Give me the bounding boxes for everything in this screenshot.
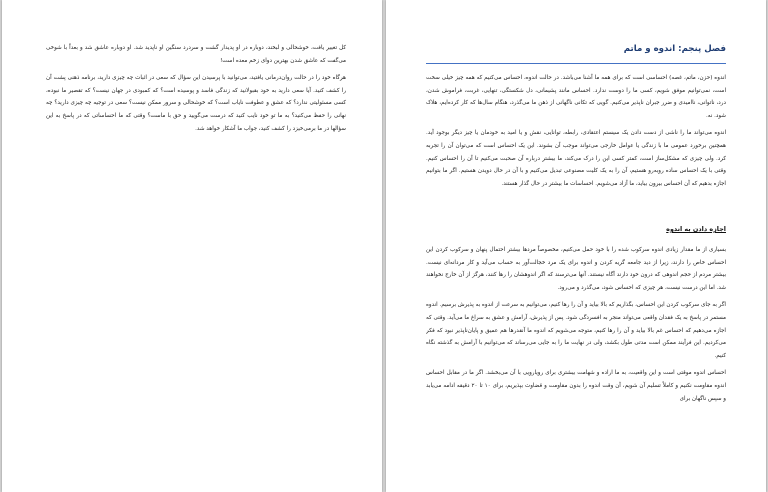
- document-page-left: [2, 0, 382, 492]
- paragraph: احساس اندوه موقتی است و این واقعیت، به ما اراده و شهامت بیشتری برای رویارویی با آن می‌بخشد. اگر ما در مقابل احساس اندوه مقاومت نکنیم و کاملاً تسلیم آن شویم، آن وقت اندوه را بدون مقاومت و قضاوت بپذیریم، برای ۱۰ تا ۲۰ دقیقه ادامه می‌یابد و سپس ناگهان برای: [426, 370, 726, 402]
- paragraph: اندوه می‌تواند ما را ناشی از دست دادن یک سیستم اعتقادی، رابطه، توانایی، نقش و یا امید به خودمان یا چیز دیگر بوجود آید. همچنین برخورد عمومی ما با زندگی یا عوامل خارجی می‌تواند موجب آن بشوند. این یک احساس است که می‌توان آن را تجربه کرد. ولی چیزی که مشکل‌ساز است، کمتر کسی این را درک می‌کند، ما بیشتر درباره آن صحبت می‌کنیم تا آن را احساس کنیم. وقتی با یک احساس ساده روبه‌رو هستیم، آن را به یک کلیت مصنوعی تبدیل می‌کنیم و با آن در حال دویدن هستیم. اگر ما بتوانیم اجازه بدهیم که آن احساس بیرون بیاید، ما آزاد می‌شویم. احساسات ما بیشتر در حال گذار هستند.: [426, 130, 726, 187]
- paragraph: اندوه (حزن، ماتم، غصه) احساسی است که برای همه ما آشنا می‌باشد. در حالت اندوه، احساس می‌کنیم که همه چیز خیلی سخت است، نمی‌توانیم موفق شویم، کسی ما را دوست ندارد. احساس مانند پشیمانی، دل شکستگی، تنهایی، غربت، فراموش شدن، درد، ناتوانی، ناامیدی و ضرر جبران ناپذیر می‌کنیم. گویی که تکانی ناگهانی از ذهن ما می‌گذرد، هنگام سال‌ها که کار کرده‌ایم، هلاک شود. نه.: [426, 75, 726, 119]
- title-underline: [426, 63, 726, 64]
- section-body-text: [426, 244, 726, 486]
- paragraph: بسیاری از ما مقدار زیادی اندوه سرکوب شده را با خود حمل می‌کنیم، مخصوصاً مردها بیشتر احتمال پنهان و سرکوب کردن این احساس خاص را دارند، زیرا از دید جامعه گریه کردن و اندوه برای یک مرد خجالت‌آور به حساب می‌آید و کار مردانه‌ای نیست. بیشتر مردم از حجم اندوهی که درون خود دارند آگاه نیستند. آنها می‌ترسند که اگر اندوهشان را رها کنند، هرگز از آن خارج نخواهند شد. اما این درست نیست، هر چیزی که احساس شود، می‌گذرد و می‌رود.: [426, 247, 726, 291]
- paragraph: کل تغییر یافت، خوشحالی و لبخند، دوباره در او پدیدار گشت و سردرد سنگین او ناپدید شد. او دوباره عاشق شد و بعداً با شوخی می‌گفت که عاشق شدن بهترین دوای زخم معده است!: [46, 45, 346, 64]
- left-page-body: [46, 42, 346, 140]
- section-heading: اجازه دادن به اندوه: [666, 225, 726, 233]
- document-page-right: [386, 0, 766, 492]
- chapter-intro-text: [426, 72, 726, 212]
- paragraph: اگر به جای سرکوب کردن این احساس، بگذاریم که بالا بیاید و آن را رها کنیم، می‌توانیم به سرعت از اندوه به پذیرش برسیم. اندوه مستمر در پاسخ به یک فقدان واقعی می‌تواند منجر به افسردگی شود. پس از پذیرش، آرامش و عشق به سراغ ما می‌آید. وقتی که اجازه می‌دهیم که احساس غم بالا بیاید و آن را رها کنیم، متوجه می‌شویم که اندوه ما آنقدرها هم عمیق و پایان‌ناپذیر نبود که فکر می‌کردیم. این فرآیند ممکن است مدتی طول بکشد، ولی در نهایت ما را به جایی می‌رساند که می‌توانیم با آرامش به گذشته نگاه کنیم.: [426, 302, 726, 359]
- chapter-title: فصل پنجم: اندوه و ماتم: [623, 44, 726, 54]
- paragraph: هرگاه خود را در حالت روان‌درمانی یافتید، می‌توانید با پرسیدن این سؤال که سعی در اثبات چه چیزی دارید، برنامه ذهنی پشت آن را کشف کنید. آیا سعی دارید به خود بقبولانید که زندگی فاسد و پوسیده است؟ که کمبودی در جهان نیست؟ که تقصیر ما نبوده، کسی مسئولیتی ندارد؟ که عشق و عطوفت نایاب است؟ که خوشحالی و سرور ممکن نیست؟ سعی در توجیه چه چیزی دارید؟ چه نهانی را حفظ می‌کنید؟ به ما تو خود نایب کنید که درست می‌گویید و حق با ماست؟ وقتی که ما احساساتی که در پاسخ به این سؤالها در ما برمی‌خیزد را کشف کنید، جواب ما آشکار خواهد شد.: [46, 75, 346, 132]
